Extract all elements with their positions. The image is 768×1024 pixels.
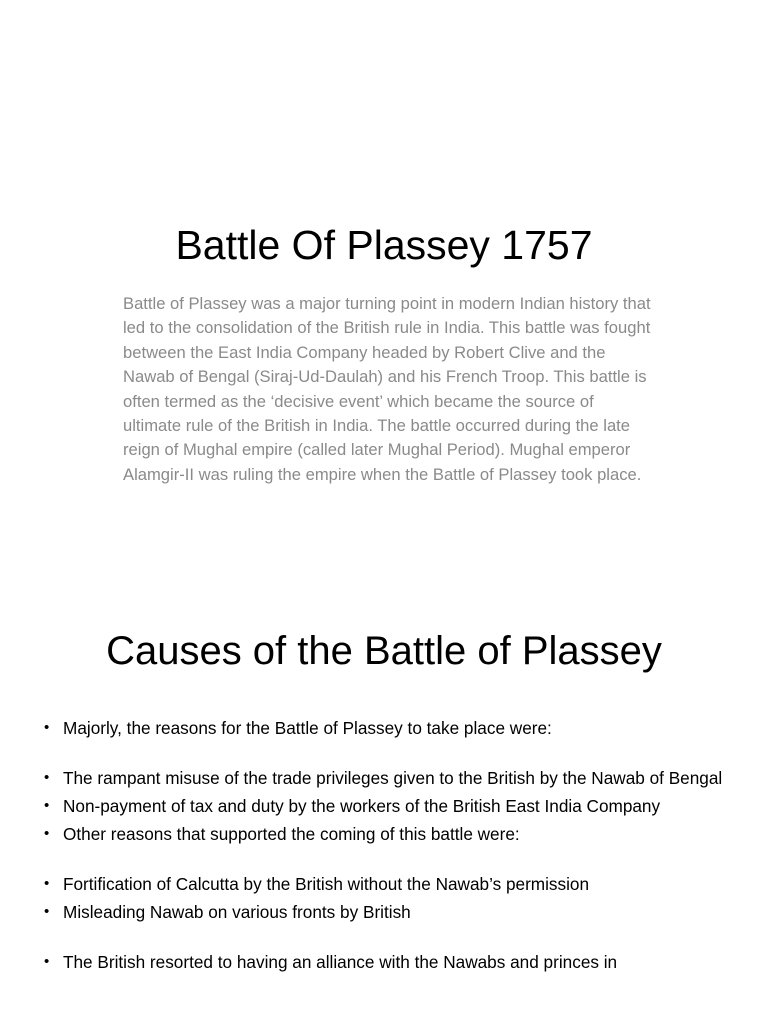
bullet-icon: • bbox=[44, 903, 50, 920]
bullet-icon: • bbox=[44, 953, 50, 970]
bullet-icon: • bbox=[44, 719, 50, 736]
bullet-text: Majorly, the reasons for the Battle of Plassey to take place were: bbox=[63, 718, 552, 738]
slide-body-text bbox=[123, 292, 653, 487]
list-item bbox=[44, 949, 734, 975]
list-item bbox=[44, 793, 734, 819]
bullet-icon: • bbox=[44, 875, 50, 892]
list-item bbox=[44, 871, 734, 897]
list-item bbox=[44, 899, 734, 925]
list-item bbox=[44, 715, 734, 741]
bullet-icon: • bbox=[44, 797, 50, 814]
bullet-text: Misleading Nawab on various fronts by British bbox=[63, 902, 411, 922]
bullet-text: Fortification of Calcutta by the British without the Nawab’s permission bbox=[63, 874, 590, 894]
list-item bbox=[44, 765, 734, 791]
bullet-text: The British resorted to having an alliance with the Nawabs and princes in bbox=[63, 952, 618, 972]
list-item bbox=[44, 821, 734, 847]
bullet-text: Non-payment of tax and duty by the workers of the British East India Company bbox=[63, 796, 661, 816]
section-title: Causes of the Battle of Plassey bbox=[106, 629, 662, 673]
bullet-text: Other reasons that supported the coming of this battle were: bbox=[63, 824, 520, 844]
bullet-icon: • bbox=[44, 825, 50, 842]
bullet-icon: • bbox=[44, 769, 50, 786]
slide-title: Battle Of Plassey 1757 bbox=[175, 222, 593, 268]
bullet-text: The rampant misuse of the trade privileges given to the British by the Nawab of Bengal bbox=[63, 768, 723, 788]
body-paragraph: Battle of Plassey was a major turning point in modern Indian history that led to the consolidation of the British rule in India. This battle was fought between the East India Company headed by Robert Clive and the Nawab of Bengal (Siraj-Ud-Daulah) and his French Troop. This battle is often termed as the ‘decisive event’ which became the source of ultimate rule of the British in India. The battle occurred during the late reign of Mughal empire (called later Mughal Period). Mughal emperor Alamgir-II was ruling the empire when the Battle of Plassey took place. bbox=[123, 294, 651, 484]
bullet-list bbox=[44, 715, 734, 975]
